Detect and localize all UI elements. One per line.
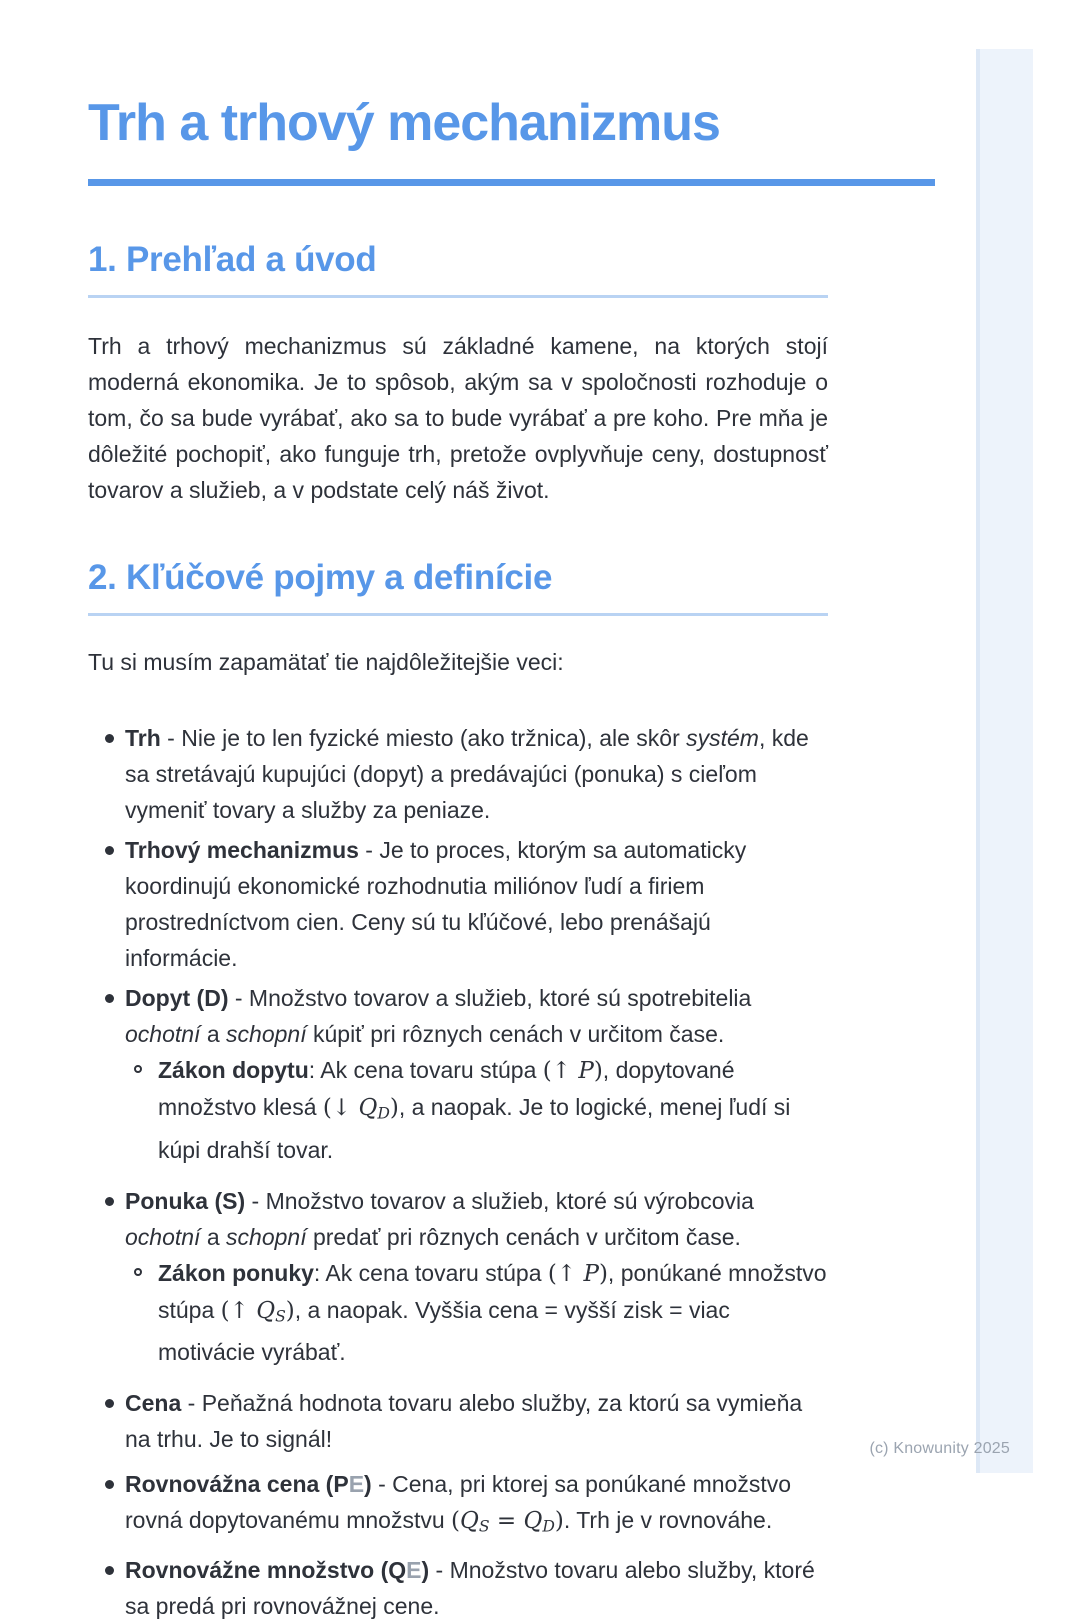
- text-segment: (↓: [322, 1095, 359, 1122]
- page-title: Trh a trhový mechanizmus: [88, 94, 720, 152]
- key-terms-list: [88, 720, 828, 1623]
- text-segment: , a naopak. Je to logické, menej ľudí si kúpi drahší tovar.: [158, 1094, 791, 1163]
- text-segment: ): [421, 1556, 430, 1583]
- text-segment: S: [275, 1306, 286, 1326]
- section-overview: [88, 240, 828, 508]
- footer-credit: (c) Knowunity 2025: [869, 1440, 1010, 1457]
- text-segment: Zákon ponuky: [158, 1259, 314, 1286]
- term-sublist: [125, 1052, 828, 1167]
- section-1-heading: 1. Prehľad a úvod: [88, 240, 828, 298]
- text-segment: Zákon dopytu: [158, 1057, 309, 1084]
- text-segment: Q: [256, 1297, 276, 1324]
- term-item: [88, 1183, 828, 1370]
- text-segment: D: [542, 1516, 555, 1536]
- text-segment: ): [389, 1095, 399, 1122]
- text-segment: - Cena, pri ktorej sa ponúkané množstvo rovná dopytovanému množstvu: [125, 1471, 792, 1534]
- text-segment: E: [348, 1471, 365, 1498]
- text-segment: (↑: [547, 1260, 584, 1287]
- text-segment: : Ak cena tovaru stúpa: [313, 1259, 548, 1286]
- text-segment: Ponuka (S): [125, 1187, 246, 1214]
- text-segment: , dopytované množstvo klesá: [158, 1057, 735, 1121]
- text-segment: predať pri rôznych cenách v určitom čase.: [306, 1223, 741, 1250]
- text-segment: ): [593, 1058, 603, 1085]
- text-segment: - Nie je to len fyzické miesto (ako tržnica), ale skôr: [160, 725, 687, 752]
- text-segment: Rovnovážna cena (P: [125, 1471, 349, 1498]
- text-segment: kúpiť pri rôznych cenách v určitom čase.: [306, 1021, 725, 1048]
- text-segment: Q: [523, 1508, 543, 1535]
- text-segment: - Je to proces, ktorým sa automaticky koordinujú ekonomické rozhodnutia miliónov ľudí a firiem prostredníctvom cien. Ceny sú tu kľúčové, lebo prenášajú informácie.: [125, 837, 747, 972]
- term-subitem: [125, 1255, 828, 1370]
- page-content: [88, 0, 828, 1624]
- text-segment: (↑: [220, 1297, 257, 1324]
- text-segment: ): [285, 1297, 295, 1324]
- text-segment: a: [200, 1021, 227, 1048]
- section-1-paragraph: Trh a trhový mechanizmus sú základné kamene, na ktorých stojí moderná ekonomika. Je to spôsob, akým sa v spoločnosti rozhoduje o tom, čo sa bude vyrábať, ako sa to bude vyrábať a pre koho. Pre mňa je dôležité pochopiť, ako funguje trh, pretože ovplyvňuje ceny, dostupnosť tovarov a služieb, a v podstate celý náš život.: [88, 333, 828, 504]
- text-segment: Cena: [125, 1390, 182, 1417]
- text-segment: - Množstvo tovaru alebo služby, ktoré sa predá pri rovnovážnej cene.: [125, 1556, 815, 1619]
- term-item: [88, 1552, 828, 1624]
- text-segment: - Množstvo tovarov a služieb, ktoré sú výrobcovia: [245, 1187, 754, 1214]
- text-segment: , ponúkané množstvo stúpa: [158, 1259, 827, 1323]
- text-segment: Trhový mechanizmus: [125, 837, 359, 864]
- section-key-terms: [88, 558, 828, 1623]
- page-edge-strip: [976, 49, 1033, 1473]
- term-sublist: [125, 1255, 828, 1370]
- term-item: [88, 832, 828, 976]
- text-segment: (↑: [542, 1058, 579, 1085]
- text-segment: Trh: [125, 725, 161, 752]
- text-segment: - Peňažná hodnota tovaru alebo služby, za ktorú sa vymieňa na trhu. Je to signál!: [125, 1390, 803, 1453]
- text-segment: , a naopak. Vyššia cena = vyšší zisk = viac motivácie vyrábať.: [158, 1296, 730, 1366]
- term-subitem: [125, 1052, 828, 1167]
- text-segment: Dopyt (D): [125, 985, 229, 1012]
- text-segment: P: [583, 1260, 599, 1287]
- text-segment: a: [200, 1223, 227, 1250]
- text-segment: Q: [358, 1095, 378, 1122]
- text-segment: : Ak cena tovaru stúpa: [308, 1057, 543, 1084]
- section-2-lead: Tu si musím zapamätať tie najdôležitejšie veci:: [88, 649, 564, 676]
- text-segment: ): [554, 1508, 564, 1535]
- term-item: [88, 980, 828, 1167]
- text-segment: =: [489, 1508, 524, 1535]
- text-segment: E: [406, 1556, 422, 1583]
- text-segment: - Množstvo tovarov a služieb, ktoré sú spotrebitelia: [228, 985, 752, 1012]
- text-segment: , kde sa stretávajú kupujúci (dopyt) a predávajúci (ponuka) s cieľom vymeniť tovary a služby za peniaze.: [125, 725, 809, 824]
- text-segment: schopní: [226, 1223, 307, 1250]
- text-segment: (: [451, 1508, 460, 1535]
- title-underline-bar: [88, 179, 935, 186]
- text-segment: . Trh je v rovnováhe.: [563, 1507, 773, 1534]
- term-item: [88, 1466, 828, 1544]
- term-item: [88, 1385, 828, 1457]
- text-segment: schopní: [226, 1021, 307, 1048]
- term-item: [88, 720, 828, 828]
- text-segment: ): [598, 1260, 608, 1287]
- text-segment: Rovnovážne množstvo (Q: [125, 1556, 407, 1583]
- text-segment: systém: [686, 725, 759, 752]
- text-segment: ): [364, 1471, 372, 1498]
- text-segment: ochotní: [125, 1021, 201, 1048]
- text-segment: ochotní: [125, 1223, 201, 1250]
- section-2-heading: 2. Kľúčové pojmy a definície: [88, 558, 828, 616]
- text-segment: S: [478, 1516, 490, 1536]
- text-segment: D: [377, 1103, 390, 1123]
- text-segment: P: [578, 1058, 594, 1085]
- text-segment: Q: [460, 1508, 479, 1535]
